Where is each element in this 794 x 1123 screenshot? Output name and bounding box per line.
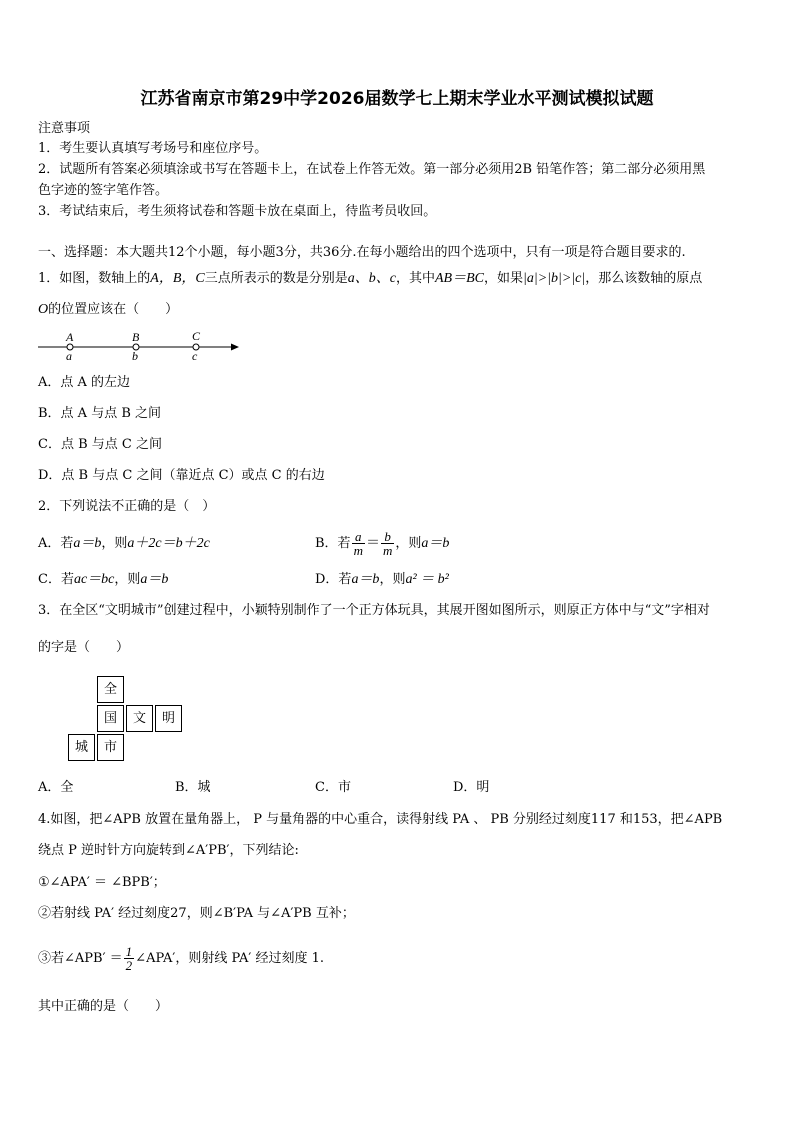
q2-option-a: A．若a＝b，则a＋2c＝b＋2c [38, 536, 210, 551]
cube-cell-guo: 国 [97, 705, 124, 732]
q4-conclusion-2: ②若射线 PA′ 经过刻度27，则∠B′PA 与∠A′PB 互补； [38, 906, 355, 921]
q3-stem-line2: 的字是（ ） [38, 640, 130, 655]
q3-stem: 3．在全区“文明城市”创建过程中，小颖特别制作了一个正方体玩具，其展开图如图所示，则原正方体中与“文”字相对 [38, 603, 710, 618]
q3-option-b: B．城 [175, 780, 211, 795]
q3-option-d: D．明 [453, 780, 490, 795]
q1-stem-line2: O的位置应该在（ ） [38, 302, 179, 317]
q1-option-a: A．点 A 的左边 [38, 375, 131, 390]
q4-stem-line2: 绕点 P 逆时针方向旋转到∠A′PB′，下列结论: [38, 843, 299, 858]
q4-conclusion-3: ③若∠APB′ ＝ $\frac{1}{2}$ ∠APA′，则射线 PA′ 经过刻度 1. [38, 944, 325, 973]
q1-option-b: B．点 A 与点 B 之间 [38, 406, 162, 421]
q3-option-c: C．市 [315, 780, 351, 795]
label-B: B [132, 330, 140, 344]
q3-option-a: A．全 [38, 780, 74, 795]
number-line-figure [36, 330, 246, 365]
fraction: $\frac{1}{2}$ [125, 944, 133, 973]
label-C: C [192, 330, 201, 343]
cube-cell-quan: 全 [97, 676, 124, 703]
fraction: $\frac{b}{m}$ [382, 529, 393, 558]
arrow-icon [231, 344, 239, 351]
label-a: a [66, 349, 72, 363]
q1-stem: 1．如图，数轴上的A，B，C三点所表示的数是分别是a、b、c，其中AB＝BC，如果|a|>|b|>|c|，那么该数轴的原点 [38, 271, 703, 286]
cube-cell-ming: 明 [155, 705, 182, 732]
label-c: c [192, 349, 198, 363]
q2-stem: 2．下列说法不正确的是（ ） [38, 499, 216, 514]
notice-item: 2．试题所有答案必须填涂或书写在答题卡上，在试卷上作答无效。第一部分必须用2B 铅笔作答；第二部分必须用黑 [38, 162, 706, 177]
q2-option-b: B．若 $\frac{a}{m}$ ＝ $\frac{b}{m}$ ，则a＝b [315, 529, 450, 558]
q1-option-d: D．点 B 与点 C 之间（靠近点 C）或点 C 的右边 [38, 468, 325, 483]
cube-cell-shi: 市 [97, 734, 124, 761]
notice-item: 3．考试结束后，考生须将试卷和答题卡放在桌面上，待监考员收回。 [38, 204, 437, 219]
q1-option-c: C．点 B 与点 C 之间 [38, 437, 162, 452]
label-A: A [66, 330, 74, 344]
notice-heading: 注意事项 [38, 121, 91, 136]
page-title: 江苏省南京市第29中学2026届数学七上期末学业水平测试模拟试题 [140, 89, 654, 109]
notice-item: 色字迹的签字笔作答。 [38, 183, 169, 198]
q4-stem: 4.如图，把∠APB 放置在量角器上， P 与量角器的中心重合，读得射线 PA 、 PB 分别经过刻度117 和153，把∠APB [38, 812, 723, 827]
notice-item: 1．考生要认真填写考场号和座位序号。 [38, 141, 268, 156]
fraction: $\frac{a}{m}$ [353, 529, 363, 558]
cube-cell-cheng: 城 [68, 734, 95, 761]
label-b: b [132, 349, 138, 363]
cube-cell-wen: 文 [126, 705, 153, 732]
q4-conclusion-1: ①∠APA′ ＝ ∠BPB′； [38, 875, 166, 890]
q4-ask: 其中正确的是（ ） [38, 999, 169, 1014]
q2-option-d: D．若a＝b，则a² ＝ b² [315, 572, 449, 587]
q2-option-c: C．若ac＝bc，则a＝b [38, 572, 169, 587]
section-heading: 一、选择题：本大题共12个小题，每小题3分，共36分.在每小题给出的四个选项中，只有一项是符合题目要求的. [38, 245, 686, 260]
